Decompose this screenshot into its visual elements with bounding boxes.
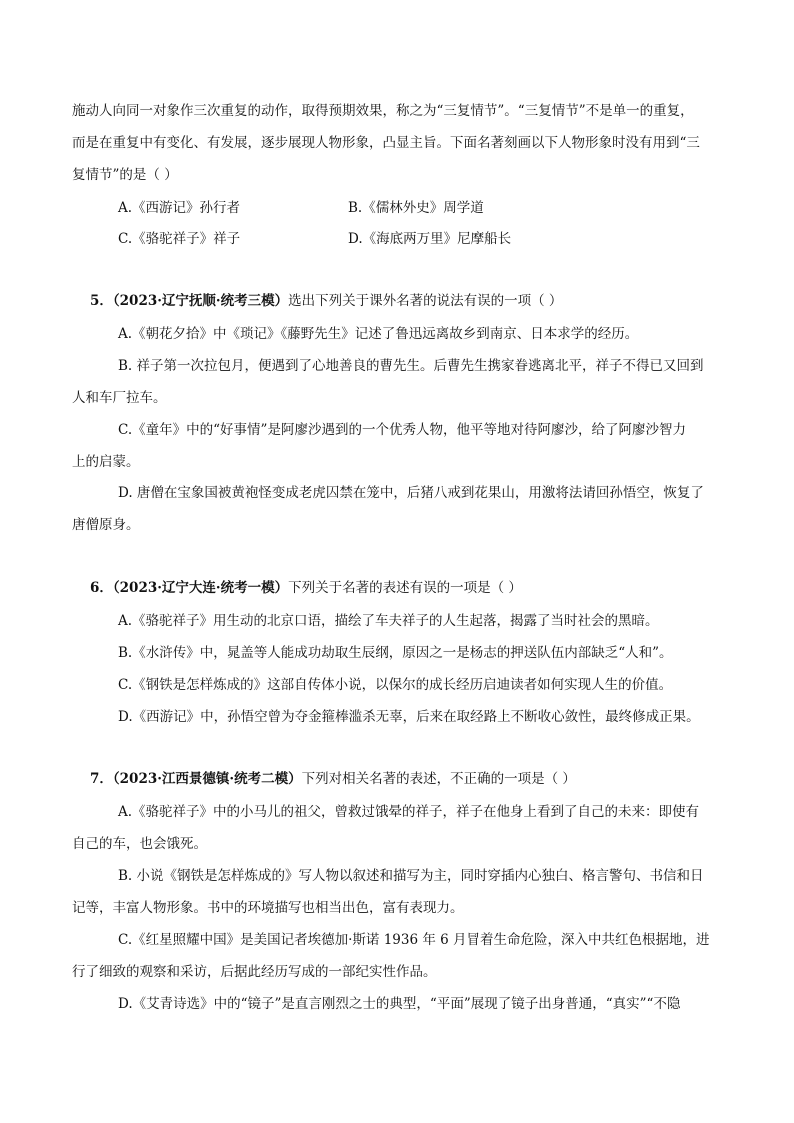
q4-option-c: C.《骆驼祥子》祥子 (118, 231, 241, 247)
q5-source: （2023·辽宁抚顺·统考三模） (112, 293, 289, 309)
q5-line: 上的启蒙。 (72, 454, 140, 470)
q4-option-b: B.《儒林外史》周学道 (348, 200, 484, 216)
q5-question: 选出下列关于课外名著的说法有误的一项（ ） (288, 293, 563, 309)
q7-line: C.《红星照耀中国》是美国记者埃德加·斯诺 1936 年 6 月冒着生命危险，深入中共红色根据地，进 (118, 932, 710, 948)
q7-line: B. 小说《钢铁是怎样炼成的》写人物以叙述和描写为主，同时穿插内心独白、格言警句、书信和日 (118, 868, 704, 884)
q6-source: （2023·辽宁大连·统考一模） (112, 580, 289, 596)
q6-line: A.《骆驼祥子》用生动的北京口语，描绘了车夫祥子的人生起落，揭露了当时社会的黑暗。 (118, 613, 659, 629)
q6-line: C.《钢铁是怎样炼成的》这部自传体小说，以保尔的成长经历启迪读者如何实现人生的价值。 (118, 677, 673, 693)
q7-line: 记等，丰富人物形象。书中的环境描写也相当出色，富有表现力。 (72, 900, 464, 916)
q5-heading (90, 291, 750, 311)
q4-option-d: D.《海底两万里》尼摩船长 (348, 231, 512, 247)
q6-question: 下列关于名著的表述有误的一项是（ ） (288, 580, 522, 596)
q6-line: B.《水浒传》中，晁盖等人能成功劫取生辰纲，原因之一是杨志的押送队伍内部缺乏“人和”。 (118, 645, 673, 661)
q5-number: 5． (90, 293, 113, 309)
q7-heading (90, 769, 750, 789)
q7-source: （2023·江西景德镇·统考二模） (112, 771, 302, 787)
q4-stem-line-1: 施动人向同一对象作三次重复的动作，取得预期效果，称之为“三复情节”。“三复情节”不是单一的重复， (72, 103, 694, 119)
q7-line: 自己的车，也会饿死。 (72, 836, 207, 852)
q5-line: B. 祥子第一次拉包月，便遇到了心地善良的曹先生。后曹先生携家眷逃离北平，祥子不得已又回到 (118, 358, 704, 374)
q7-line: 行了细致的观察和采访，后据此经历写成的一部纪实性作品。 (72, 964, 437, 980)
q4-stem-line-3: 复情节”的是（ ） (72, 167, 178, 183)
q7-line: A.《骆驼祥子》中的小马儿的祖父，曾救过饿晕的祥子，祥子在他身上看到了自己的未来：即使有 (118, 804, 700, 820)
q5-line: 人和车厂拉车。 (72, 390, 167, 406)
q6-number: 6． (90, 580, 113, 596)
q4-option-a: A.《西游记》孙行者 (118, 200, 241, 216)
q7-number: 7． (90, 771, 113, 787)
q6-heading (90, 578, 750, 598)
q5-line: C.《童年》中的“好事情”是阿廖沙遇到的一个优秀人物，他平等地对待阿廖沙，给了阿廖沙智力 (118, 422, 686, 438)
q5-line: D. 唐僧在宝象国被黄袍怪变成老虎囚禁在笼中，后猪八戒到花果山，用激将法请回孙悟空，恢复了 (118, 485, 704, 501)
q4-stem-line-2: 而是在重复中有变化、有发展，逐步展现人物形象，凸显主旨。下面名著刻画以下人物形象时没有用到“三 (72, 135, 700, 151)
q5-line: A.《朝花夕拾》中《琐记》《藤野先生》记述了鲁迅远离故乡到南京、日本求学的经历。 (118, 326, 639, 342)
q5-line: 唐僧原身。 (72, 517, 140, 533)
q6-line: D.《西游记》中，孙悟空曾为夺金箍棒滥杀无辜，后来在取经路上不断收心敛性，最终修成正果。 (118, 709, 700, 725)
q7-question: 下列对相关名著的表述，不正确的一项是（ ） (301, 771, 576, 787)
q7-line: D.《艾青诗选》中的“镜子”是直言刚烈之士的典型，“平面”展现了镜子出身普通，“真实”“不隐 (118, 996, 681, 1012)
